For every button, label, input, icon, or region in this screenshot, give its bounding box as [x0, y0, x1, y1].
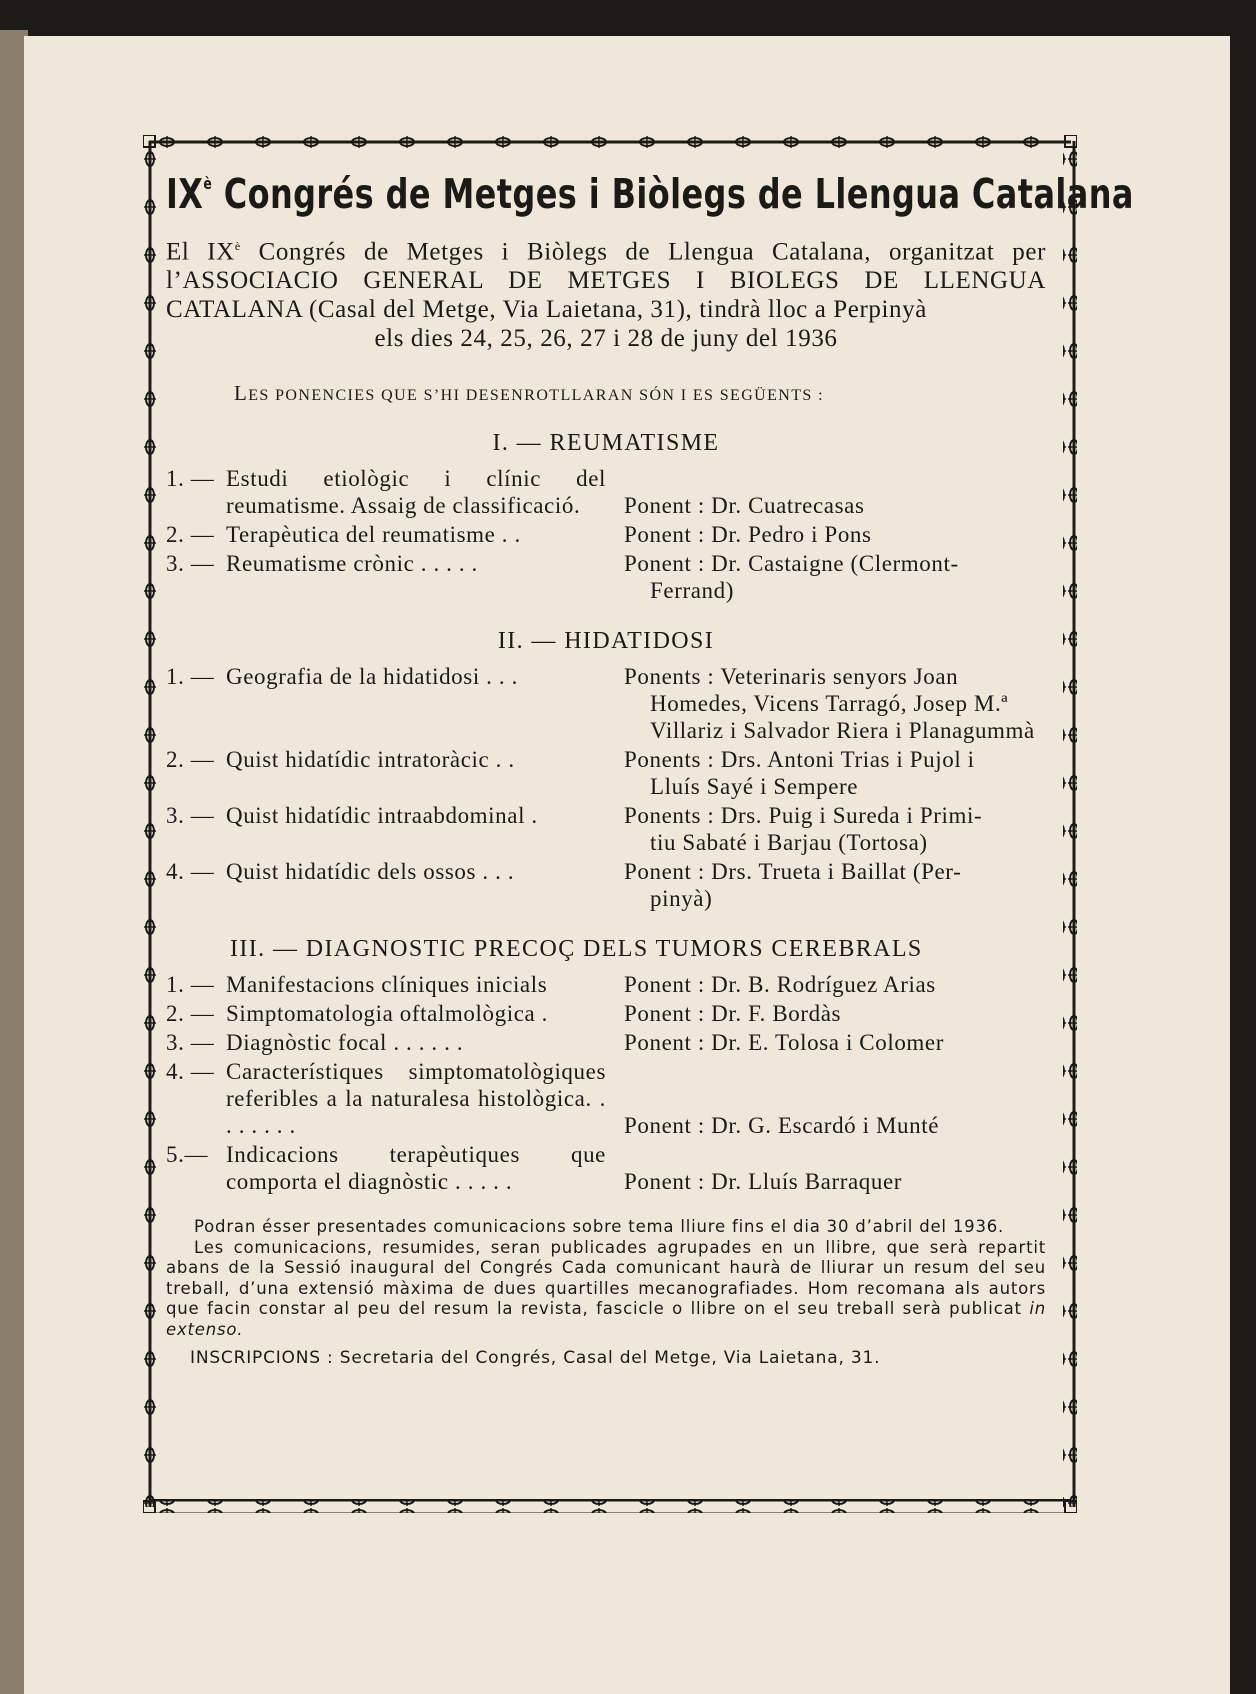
- list-item: [166, 858, 1046, 912]
- item-topic: Quist hidatídic intratoràcic . .: [226, 747, 515, 773]
- item-number: 4. —: [166, 859, 215, 885]
- title-text: Congrés de Metges i Biòlegs de Llengua Catalana: [223, 170, 1134, 218]
- item-speaker: Ponent : Dr. Pedro i Pons: [624, 522, 872, 548]
- item-topic: Característiques simptomatològiques referibles a la naturalesa histològica. . . . . . . .: [226, 1059, 606, 1139]
- list-item: [166, 971, 1046, 998]
- item-speaker-cont: pinyà): [650, 886, 713, 912]
- item-speaker: Ponents : Drs. Antoni Trias i Pujol i: [624, 747, 975, 773]
- item-number: 5.—: [166, 1142, 209, 1168]
- item-speaker: Ponent : Dr. F. Bordàs: [624, 1001, 842, 1027]
- item-speaker-cont: Ferrand): [650, 578, 734, 604]
- item-speaker: Ponent : Drs. Trueta i Baillat (Per-: [624, 859, 962, 885]
- item-topic: Manifestacions clíniques inicials: [226, 972, 548, 998]
- item-speaker: Ponent : Dr. Cuatrecasas: [624, 493, 865, 519]
- page-title: [166, 170, 1134, 228]
- item-topic: Indicacions terapèutiques que comporta el diagnòstic . . . . .: [226, 1142, 606, 1195]
- intro-sup: è: [234, 239, 241, 253]
- note-publication: [166, 1238, 1046, 1341]
- item-speaker: Ponent : Dr. B. Rodríguez Arias: [624, 972, 936, 998]
- item-topic: Diagnòstic focal . . . . . .: [226, 1030, 464, 1056]
- title-roman: IX: [166, 170, 204, 218]
- item-speaker: Ponents : Drs. Puig i Sureda i Primi-: [624, 803, 983, 829]
- list-item: [166, 802, 1046, 856]
- intro-dates: els dies 24, 25, 26, 27 i 28 de juny del 1936: [374, 325, 838, 353]
- item-speaker-cont: Homedes, Vicens Tarragó, Josep M.ª Villariz i Salvador Riera i Planagummà: [650, 691, 1035, 744]
- item-number: 2. —: [166, 1001, 215, 1027]
- intro-body: Congrés de Metges i Biòlegs de Llengua Catalana, organitzat per l’ASSOCIACIO GENERAL DE METGES I BIOLEGS DE LLENGUA CATALANA (Casal del Metge, Via Laietana, 31), tindrà lloc a Perpinyà: [166, 238, 1046, 324]
- item-speaker: Ponents : Veterinaris senyors Joan: [624, 664, 959, 690]
- item-speaker: Ponent : Dr. G. Escardó i Munté: [624, 1113, 940, 1139]
- list-item: [166, 746, 1046, 800]
- list-item: [166, 465, 1046, 519]
- lead-line: [234, 381, 1046, 406]
- item-number: 3. —: [166, 803, 215, 829]
- list-item: [166, 550, 1046, 604]
- note-deadline: Podran ésser presentades comunicacions sobre tema lliure fins el dia 30 d’abril del 1936.: [194, 1217, 1005, 1237]
- section-title: III. — DIAGNOSTIC PRECOÇ DELS TUMORS CEREBRALS: [230, 936, 923, 963]
- section-title: I. — REUMATISME: [492, 430, 720, 457]
- item-topic: Geografia de la hidatidosi . . .: [226, 664, 518, 690]
- intro-paragraph: [166, 232, 1046, 353]
- list-item: [166, 663, 1046, 744]
- list-item: [166, 521, 1046, 548]
- item-speaker-cont: Lluís Sayé i Sempere: [650, 774, 859, 800]
- list-item: [166, 1141, 1046, 1195]
- inscriptions-line: INSCRIPCIONS : Secretaria del Congrés, Casal del Metge, Via Laietana, 31.: [190, 1348, 881, 1369]
- item-topic: Terapèutica del reumatisme . .: [226, 522, 521, 548]
- item-topic: Quist hidatídic dels ossos . . .: [226, 859, 515, 885]
- item-topic: Estudi etiològic i clínic del reumatisme. Assaig de classificació.: [226, 466, 606, 519]
- item-number: 2. —: [166, 522, 215, 548]
- item-number: 1. —: [166, 466, 215, 492]
- list-item: [166, 1000, 1046, 1027]
- item-number: 2. —: [166, 747, 215, 773]
- item-speaker: Ponent : Dr. E. Tolosa i Colomer: [624, 1030, 944, 1056]
- note-publication-italic: in extenso.: [166, 1299, 1046, 1339]
- item-number: 3. —: [166, 1030, 215, 1056]
- intro-start: El IX: [166, 238, 235, 266]
- item-topic: Quist hidatídic intraabdominal .: [226, 803, 538, 829]
- item-topic: Reumatisme crònic . . . . .: [226, 551, 478, 577]
- item-speaker-cont: tiu Sabaté i Barjau (Tortosa): [650, 830, 928, 856]
- item-number: 3. —: [166, 551, 215, 577]
- item-speaker: Ponent : Dr. Lluís Barraquer: [624, 1169, 903, 1195]
- section-title: II. — HIDATIDOSI: [497, 628, 715, 655]
- list-item: [166, 1029, 1046, 1056]
- item-number: 1. —: [166, 972, 215, 998]
- lead-text: ES PONENCIES QUE S’HI DESENROTLLARAN SÓN I ES SEGÜENTS :: [248, 387, 824, 405]
- announcement: [166, 170, 1134, 1369]
- lead-cap: L: [234, 381, 249, 406]
- note-publication-text: Les comunicacions, resumides, seran publicades agrupades en un llibre, que serà repartit abans de la Sessió inaugural del Congrés Cada comunicant haurà de lliurar un resum del seu treball, d’una extensió màxima de dues quartilles mecanografiades. Hom recomana als autors que facin constar al peu del resum la revista, fascicle o llibre on el seu treball serà publicat: [166, 1237, 1046, 1319]
- title-sup: è: [203, 174, 213, 193]
- item-number: 1. —: [166, 664, 215, 690]
- item-number: 4. —: [166, 1059, 215, 1085]
- list-item: [166, 1058, 1046, 1139]
- notes: [166, 1217, 1046, 1340]
- item-speaker: Ponent : Dr. Castaigne (Clermont-: [624, 551, 959, 577]
- item-topic: Simptomatologia oftalmològica .: [226, 1001, 549, 1027]
